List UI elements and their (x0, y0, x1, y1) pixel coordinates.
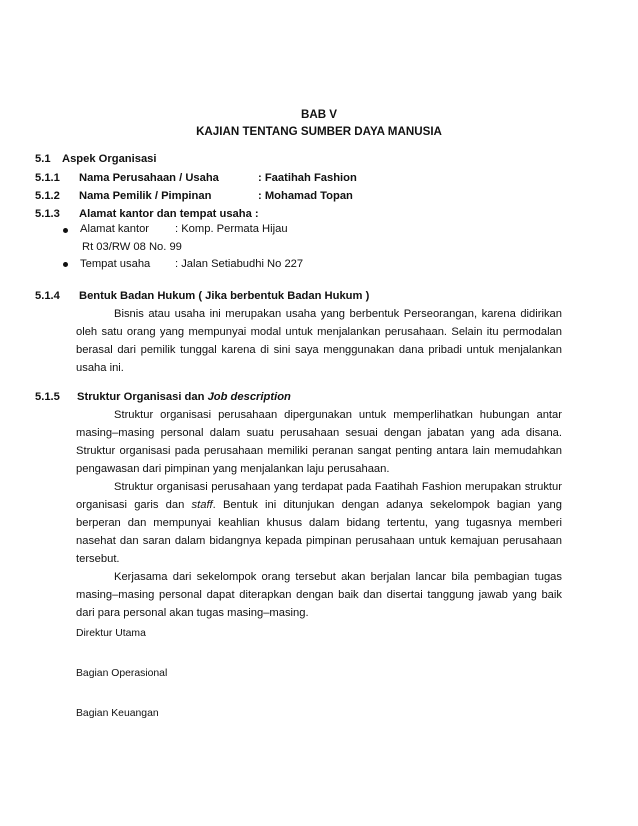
legal-entity-heading: Bentuk Badan Hukum ( Jika berbentuk Badan Hukum ) (79, 290, 370, 302)
org-structure-heading-text: Struktur Organisasi dan (77, 391, 208, 403)
org-structure-paragraphs (76, 406, 562, 622)
org-structure-heading-italic: Job description (207, 391, 291, 403)
org-structure-paragraph-1: Struktur organisasi perusahaan dipergunakan untuk memperlihatkan hubungan antar masing–masing personal dalam suatu perusahaan sesuai dengan jabatan yang ada disana. Struktur organisasi pada perusahaan memiliki peranan sangat penting antara lain memudahkan pengawasan dari pimpinan yang menjalankan laju perusahaan. (76, 409, 562, 475)
section-5-1-number: 5.1 (35, 153, 51, 165)
chapter-heading: BAB V (300, 108, 338, 121)
business-place-value: : Jalan Setiabudhi No 227 (175, 258, 304, 270)
org-structure-paragraph-2-part-a: Struktur organisasi perusahaan yang terdapat pada Faatihah Fashion merupakan struktur organisasi garis dan (76, 481, 562, 511)
section-5-1-title: Aspek Organisasi (62, 153, 157, 165)
legal-entity-text: Bisnis atau usaha ini merupakan usaha yang berbentuk Perseorangan, karena didirikan oleh satu orang yang mempunyai modal untuk menjalankan perusahaan. Selain itu permodalan berasal dari pemilik tunggal karena di sini saya menggunakan dana pribadi untuk menjalankan usaha ini. (76, 308, 562, 374)
office-address-value: : Komp. Permata Hijau (175, 223, 288, 235)
office-address-value-line2: Rt 03/RW 08 No. 99 (82, 241, 182, 253)
org-finance: Bagian Keuangan (76, 708, 159, 719)
section-5-1-5-number: 5.1.5 (35, 391, 60, 403)
org-structure-paragraph-3: Kerjasama dari sekelompok orang tersebut akan berjalan lancar bila pembagian tugas masing–masing personal dapat diterapkan dengan baik dan disertai tanggung jawab yang baik dari para personal akan tugas masing–masing. (76, 571, 562, 619)
company-name-label: Nama Perusahaan / Usaha (79, 172, 219, 184)
section-5-1-1-number: 5.1.1 (35, 172, 60, 184)
org-operations: Bagian Operasional (76, 668, 168, 679)
chapter-title: KAJIAN TENTANG SUMBER DAYA MANUSIA (196, 125, 442, 138)
org-structure-heading (77, 390, 291, 404)
owner-name-label: Nama Pemilik / Pimpinan (79, 190, 212, 202)
office-address-label: Alamat kantor (80, 223, 150, 235)
section-5-1-4-number: 5.1.4 (35, 290, 60, 302)
bullet-icon (63, 262, 68, 267)
org-structure-paragraph-2 (76, 478, 562, 568)
company-name-value: : Faatihah Fashion (258, 172, 357, 184)
org-structure-paragraph-2-italic: staff (191, 499, 213, 511)
address-heading: Alamat kantor dan tempat usaha : (79, 208, 259, 220)
bullet-icon (63, 228, 68, 233)
org-director: Direktur Utama (76, 628, 146, 639)
legal-entity-paragraph (76, 305, 562, 377)
business-place-label: Tempat usaha (80, 258, 151, 270)
org-structure-paragraph-2-part-b: . Bentuk ini ditunjukan dengan adanya sekelompok bagian yang berperan dan mempunyai keahlian khusus dalam bidang tertentu, yang tugasnya memberi nasehat dan saran dalam bidangnya kepada pimpinan perusahaan untuk kemajuan perusahaan tersebut. (76, 499, 562, 565)
section-5-1-2-number: 5.1.2 (35, 190, 60, 202)
owner-name-value: : Mohamad Topan (258, 190, 353, 202)
section-5-1-3-number: 5.1.3 (35, 208, 60, 220)
